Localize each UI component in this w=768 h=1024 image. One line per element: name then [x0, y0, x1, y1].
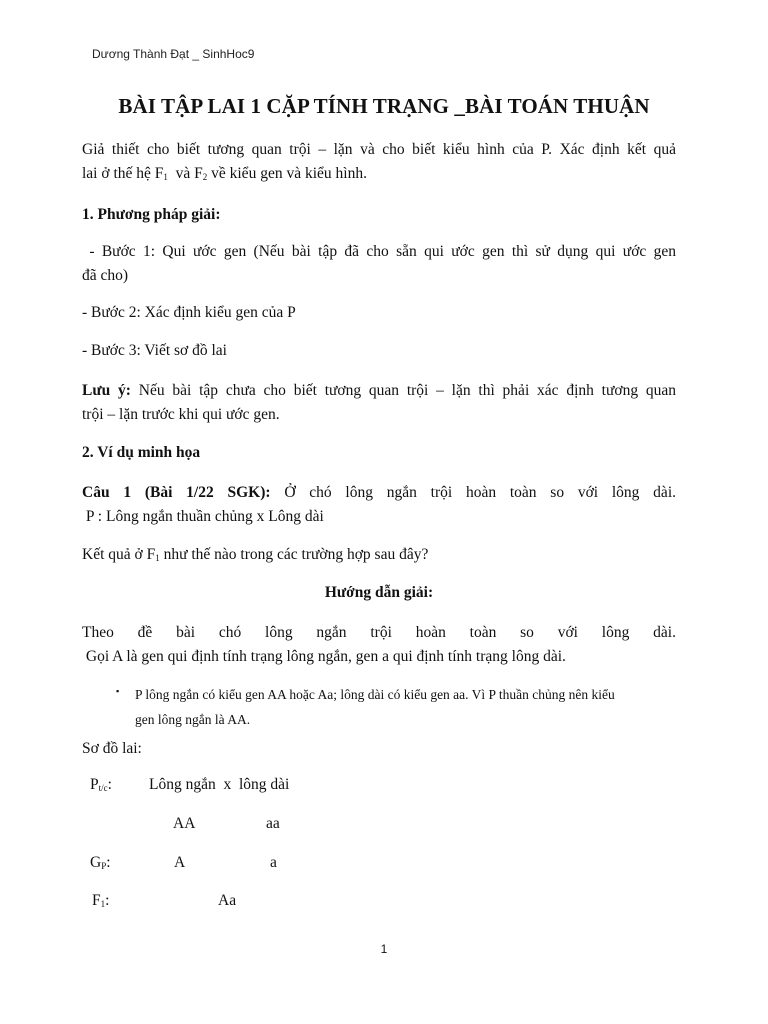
f1-genotype: Aa	[218, 892, 237, 909]
question-line-1: Câu 1 (Bài 1/22 SGK): Ở chó lông ngắn trội hoàn toàn so với lông dài.	[82, 484, 676, 501]
step-1-line-2: đã cho)	[82, 267, 129, 284]
note-label: Lưu ý:	[82, 382, 131, 399]
bullet-icon: ▪	[116, 686, 120, 696]
page-number: 1	[380, 942, 388, 956]
cross-label: Sơ đồ lai:	[82, 740, 142, 757]
gamete-1: A	[174, 854, 186, 871]
p-phenotype: Lông ngắn x lông dài	[149, 776, 290, 793]
p-genotype-1: AA	[173, 815, 196, 832]
note-line-1: Lưu ý: Nếu bài tập chưa cho biết tương quan trội – lặn thì phải xác định tương quan	[82, 382, 677, 399]
bullet-text	[135, 682, 690, 732]
p-genotype-2: aa	[266, 815, 280, 832]
gamete-2: a	[270, 854, 277, 871]
question-line-2: P : Lông ngắn thuần chủng x Lông dài	[82, 508, 324, 525]
section-heading-method: 1. Phương pháp giải:	[82, 206, 221, 223]
f1-label: $F_1$:	[92, 892, 110, 909]
gamete-label: $G_P$:	[90, 854, 111, 871]
question-label: Câu 1 (Bài 1/22 SGK):	[82, 484, 271, 501]
step-1-line-1: - Bước 1: Qui ước gen (Nếu bài tập đã cho sẵn qui ước gen thì sử dụng qui ước gen	[82, 243, 676, 260]
explain-line-1: Theo đề bài chó lông ngắn trội hoàn toàn so với lông dài.	[82, 624, 676, 641]
step-3: - Bước 3: Viết sơ đồ lai	[82, 342, 227, 359]
p-generation-label: $P_{t/c}$:	[90, 776, 112, 793]
bullet-line-1: P lông ngắn có kiểu gen AA hoặc Aa; lông dài có kiểu gen aa. Vì P thuần chủng nên kiểu	[135, 687, 615, 702]
intro-line-2: lai ở thế hệ $F_1$ và $F_2$ về kiểu gen và kiểu hình.	[82, 165, 367, 182]
section-heading-example: 2. Ví dụ minh họa	[82, 444, 201, 461]
page-header: Dương Thành Đạt _ SinhHoc9	[92, 47, 255, 61]
document-title: BÀI TẬP LAI 1 CẶP TÍNH TRẠNG _BÀI TOÁN THUẬN	[118, 94, 650, 118]
intro-line-1: Giả thiết cho biết tương quan trội – lặn và cho biết kiểu hình của P. Xác định kết quả	[82, 141, 676, 158]
step-2: - Bước 2: Xác định kiểu gen của P	[82, 304, 296, 321]
explain-line-2: Gọi A là gen qui định tính trạng lông ngắn, gen a qui định tính trạng lông dài.	[82, 648, 566, 665]
note-line-2: trội – lặn trước khi qui ước gen.	[82, 406, 280, 423]
guide-title: Hướng dẫn giải:	[324, 584, 434, 601]
bullet-line-2: gen lông ngắn là AA.	[135, 712, 251, 727]
result-question: Kết quả ở $F_1$ như thế nào trong các trường hợp sau đây?	[82, 546, 429, 563]
